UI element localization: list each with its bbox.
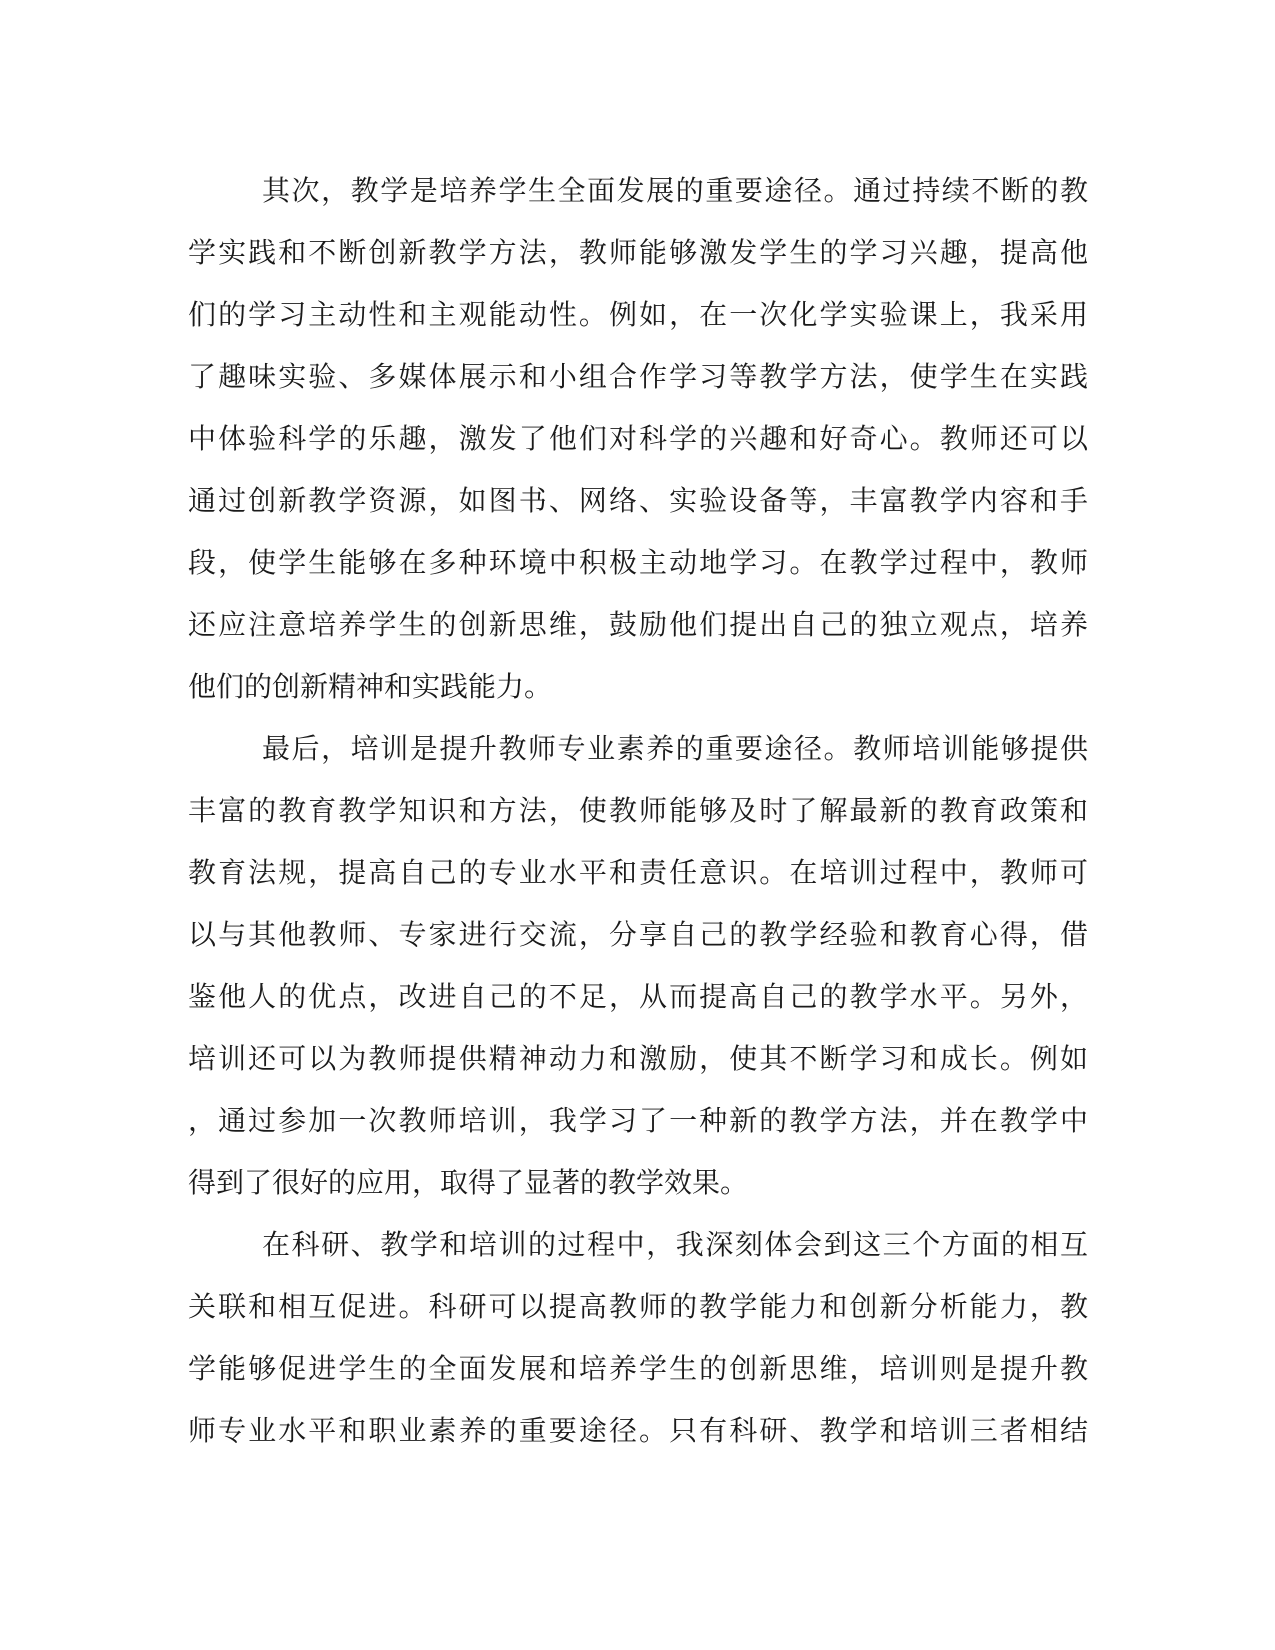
paragraph-2-line-7: ，通过参加一次教师培训，我学习了一种新的教学方法，并在教学中 (188, 1104, 1088, 1137)
paragraph-1-line-2: 学实践和不断创新教学方法，教师能够激发学生的学习兴趣，提高他 (188, 236, 1088, 269)
paragraph-2-line-3: 教育法规，提高自己的专业水平和责任意识。在培训过程中，教师可 (188, 856, 1088, 889)
paragraph-3-line-4: 师专业水平和职业素养的重要途径。只有科研、教学和培训三者相结 (188, 1414, 1088, 1447)
paragraph-3-line-2: 关联和相互促进。科研可以提高教师的教学能力和创新分析能力，教 (188, 1290, 1088, 1323)
paragraph-1-line-6: 通过创新教学资源，如图书、网络、实验设备等，丰富教学内容和手 (188, 484, 1088, 517)
paragraph-2-line-2: 丰富的教育教学知识和方法，使教师能够及时了解最新的教育政策和 (188, 794, 1088, 827)
paragraph-3-line-1: 在科研、教学和培训的过程中，我深刻体会到这三个方面的相互 (262, 1228, 1088, 1261)
paragraph-1-line-9: 他们的创新精神和实践能力。 (188, 670, 553, 703)
paragraph-1-line-5: 中体验科学的乐趣，激发了他们对科学的兴趣和好奇心。教师还可以 (188, 422, 1088, 455)
paragraph-1-line-4: 了趣味实验、多媒体展示和小组合作学习等教学方法，使学生在实践 (188, 360, 1088, 393)
paragraph-2-line-5: 鉴他人的优点，改进自己的不足，从而提高自己的教学水平。另外， (188, 980, 1088, 1013)
paragraph-1-line-3: 们的学习主动性和主观能动性。例如，在一次化学实验课上，我采用 (188, 298, 1088, 331)
paragraph-1-line-7: 段，使学生能够在多种环境中积极主动地学习。在教学过程中，教师 (188, 546, 1088, 579)
paragraph-3-line-3: 学能够促进学生的全面发展和培养学生的创新思维，培训则是提升教 (188, 1352, 1088, 1385)
body-text (188, 160, 1088, 1462)
paragraph-1-line-8: 还应注意培养学生的创新思维，鼓励他们提出自己的独立观点，培养 (188, 608, 1088, 641)
paragraph-1-line-1: 其次，教学是培养学生全面发展的重要途径。通过持续不断的教 (262, 174, 1088, 207)
paragraph-2-line-4: 以与其他教师、专家进行交流，分享自己的教学经验和教育心得，借 (188, 918, 1088, 951)
paragraph-2-line-6: 培训还可以为教师提供精神动力和激励，使其不断学习和成长。例如 (188, 1042, 1088, 1075)
paragraph-2-line-1: 最后，培训是提升教师专业素养的重要途径。教师培训能够提供 (262, 732, 1088, 765)
paragraph-2-line-8: 得到了很好的应用，取得了显著的教学效果。 (188, 1166, 749, 1199)
